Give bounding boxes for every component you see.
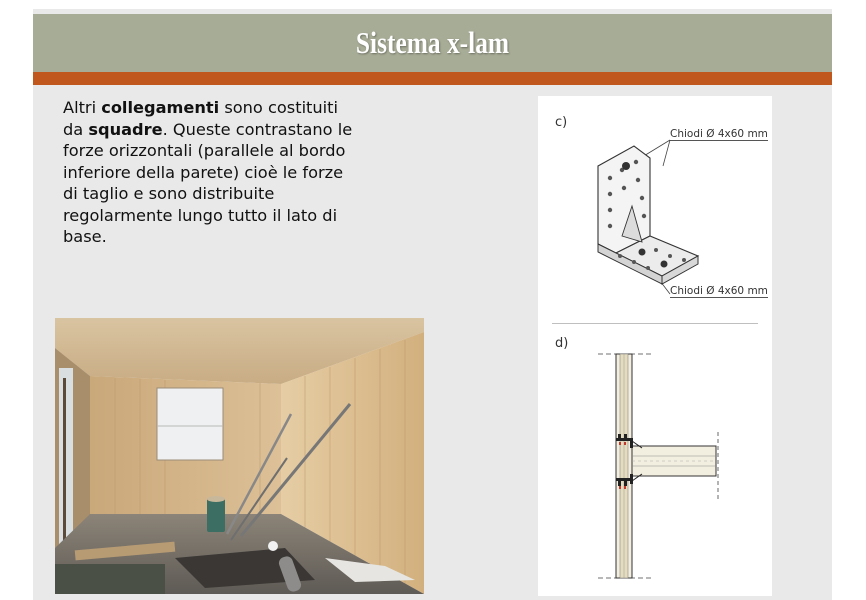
construction-photo bbox=[55, 318, 424, 594]
annotation-nails-top: Chiodi Ø 4x60 mm bbox=[670, 128, 768, 140]
body-text-3: . Queste contrastano le forze orizzontali (parallele al bordo inferiore della parete) cioè le forze di taglio e sono distribuite regolarmente lungo tutto il lato di base. bbox=[63, 119, 353, 246]
technical-figure bbox=[538, 96, 772, 596]
top-strip bbox=[33, 0, 832, 9]
figure-label-d: d) bbox=[555, 336, 569, 351]
body-bold-collegamenti: collegamenti bbox=[101, 98, 220, 117]
figure-label-c: c) bbox=[555, 115, 568, 130]
angle-bracket-drawing bbox=[538, 96, 772, 324]
body-bold-squadre: squadre bbox=[88, 119, 163, 139]
body-text bbox=[63, 97, 363, 248]
slide-title: Sistema x-lam bbox=[355, 25, 510, 60]
body-text-1: Altri bbox=[63, 98, 102, 117]
accent-bar bbox=[33, 72, 832, 85]
figure-separator bbox=[552, 323, 758, 324]
wall-floor-section-drawing bbox=[538, 346, 772, 596]
annotation-nails-bottom: Chiodi Ø 4x60 mm bbox=[670, 285, 768, 297]
body-text-2: sono costituiti da bbox=[63, 98, 339, 139]
